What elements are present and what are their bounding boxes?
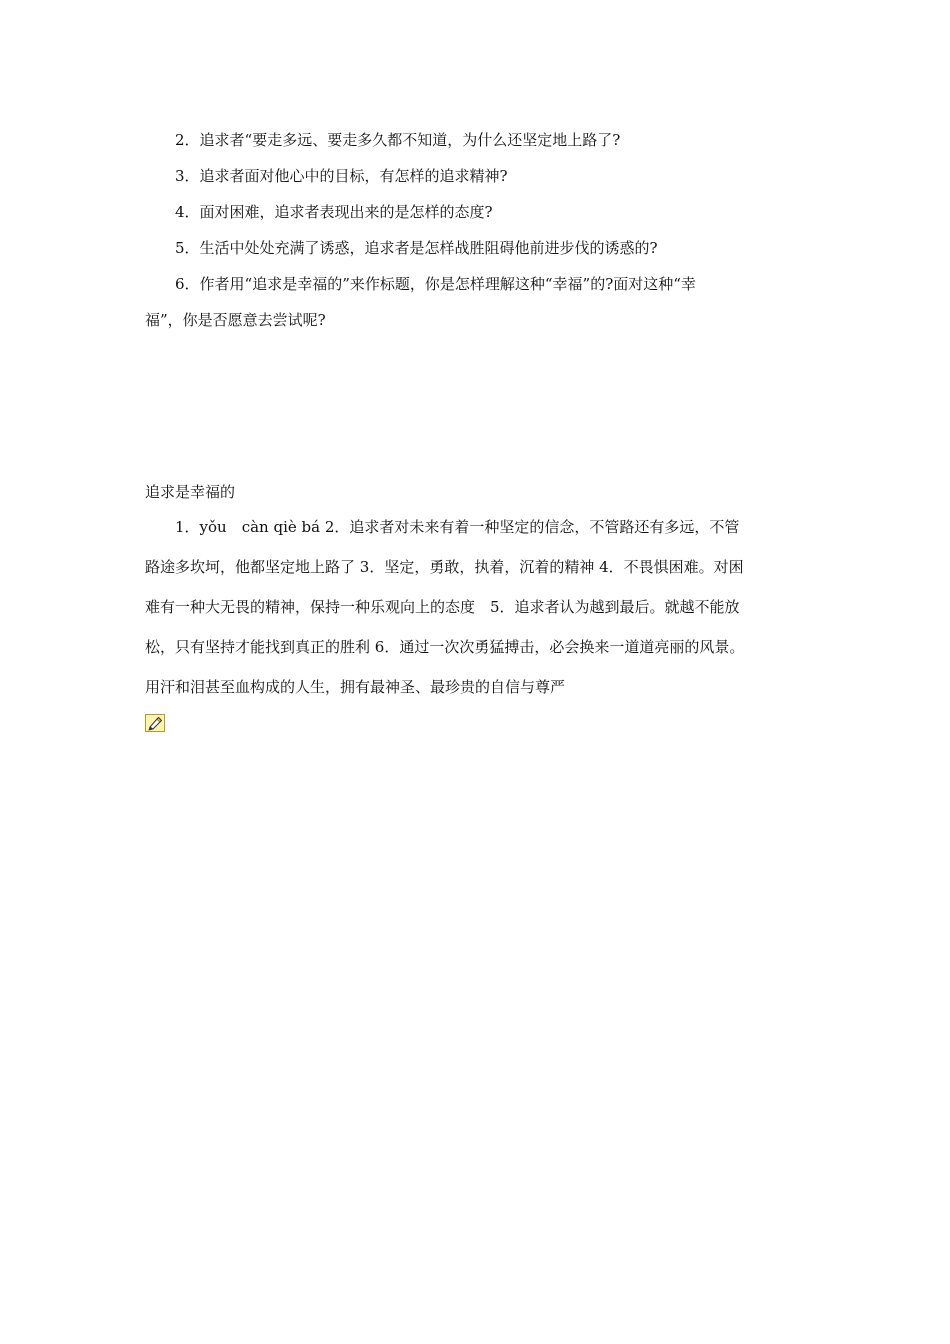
question-4: 4．面对困难，追求者表现出来的是怎样的态度? bbox=[175, 203, 493, 221]
question-3: 3．追求者面对他心中的目标，有怎样的追求精神? bbox=[175, 167, 508, 185]
answer-line-5: 用汗和泪甚至血构成的人生，拥有最神圣、最珍贵的自信与尊严 bbox=[145, 678, 566, 696]
answer-title: 追求是幸福的 bbox=[145, 483, 236, 501]
question-2: 2．追求者“要走多远、要走多久都不知道，为什么还坚定地上路了? bbox=[175, 131, 621, 149]
answer-line-3: 难有一种大无畏的精神，保持一种乐观向上的态度 5．追求者认为越到最后。就越不能放 bbox=[145, 598, 740, 616]
question-list bbox=[145, 122, 805, 338]
question-6-continued: 福”，你是否愿意去尝试呢? bbox=[145, 311, 326, 329]
edit-pencil-icon[interactable] bbox=[145, 714, 165, 732]
answer-line-2: 路途多坎坷，他都坚定地上路了 3．坚定，勇敢，执着，沉着的精神 4．不畏惧困难。对困 bbox=[145, 558, 744, 576]
answer-line-4: 松，只有坚持才能找到真正的胜利 6．通过一次次勇猛搏击，必会换来一道道亮丽的风景。 bbox=[145, 638, 745, 656]
question-6: 6．作者用“追求是幸福的”来作标题，你是怎样理解这种“幸福”的?面对这种“幸 bbox=[175, 275, 696, 293]
answer-line-1: 1．yǒu càn qiè bá 2．追求者对未来有着一种坚定的信念，不管路还有多远，不管 bbox=[175, 518, 740, 536]
answer-body bbox=[145, 507, 805, 707]
edit-pencil-icon-graphic bbox=[146, 715, 164, 731]
question-5: 5．生活中处处充满了诱惑，追求者是怎样战胜阻碍他前进步伐的诱惑的? bbox=[175, 239, 658, 257]
